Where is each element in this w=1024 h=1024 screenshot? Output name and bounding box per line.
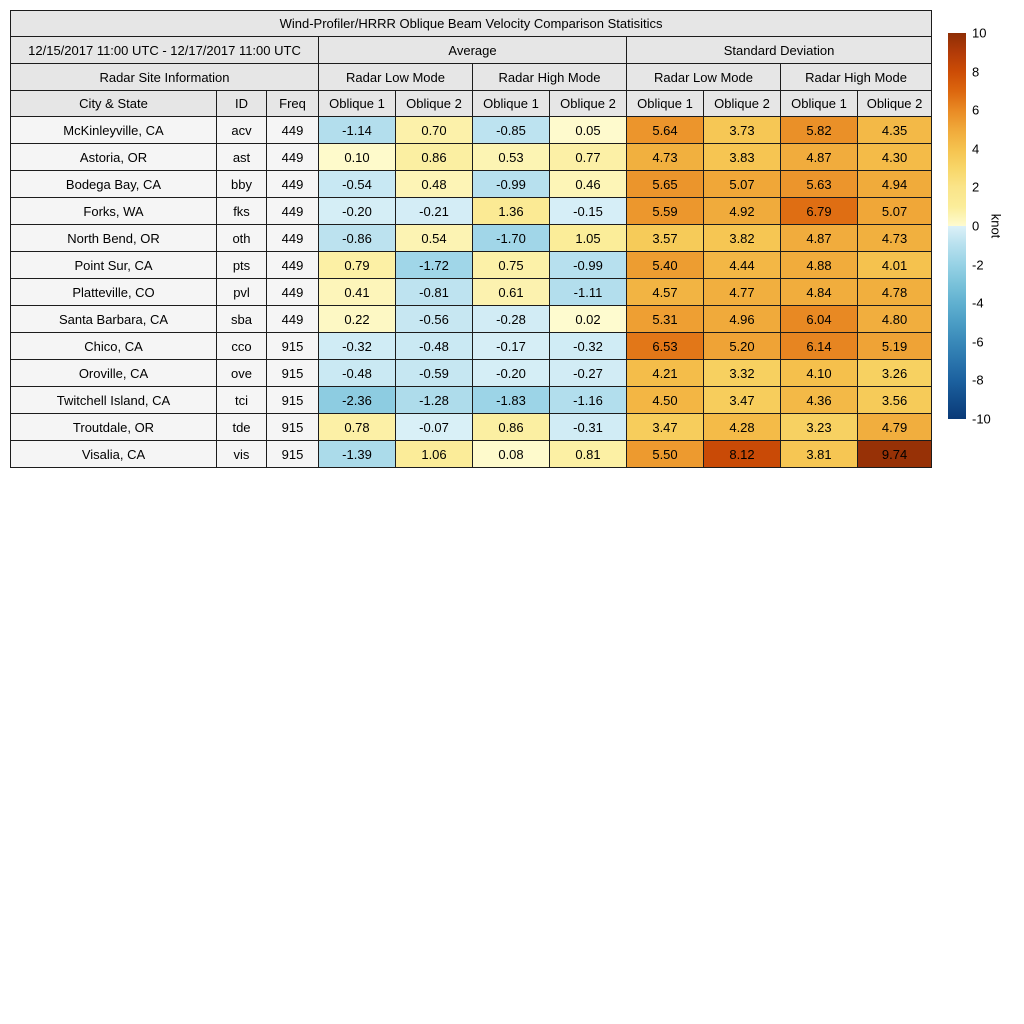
value-cell: -0.21 (396, 198, 473, 225)
city-cell: Point Sur, CA (11, 252, 217, 279)
value-cell: 5.31 (627, 306, 704, 333)
value-cell: 0.41 (319, 279, 396, 306)
freq-cell: 449 (267, 171, 319, 198)
value-cell: 0.05 (550, 117, 627, 144)
value-cell: 3.56 (858, 387, 932, 414)
column-header-1: ID (217, 91, 267, 117)
column-header-4: Oblique 2 (396, 91, 473, 117)
column-header-5: Oblique 1 (473, 91, 550, 117)
value-cell: -0.48 (319, 360, 396, 387)
value-cell: 4.94 (858, 171, 932, 198)
value-cell: -2.36 (319, 387, 396, 414)
value-cell: 0.70 (396, 117, 473, 144)
city-cell: Twitchell Island, CA (11, 387, 217, 414)
colorbar-gradient (948, 33, 966, 419)
mode-header-0: Radar Low Mode (319, 64, 473, 91)
table-row (11, 306, 932, 333)
value-cell: 3.81 (781, 441, 858, 468)
value-cell: -0.86 (319, 225, 396, 252)
value-cell: -0.20 (473, 360, 550, 387)
value-cell: 9.74 (858, 441, 932, 468)
value-cell: 3.26 (858, 360, 932, 387)
value-cell: 0.48 (396, 171, 473, 198)
value-cell: 4.30 (858, 144, 932, 171)
table-row (11, 225, 932, 252)
freq-cell: 915 (267, 360, 319, 387)
value-cell: 4.77 (704, 279, 781, 306)
value-cell: 8.12 (704, 441, 781, 468)
value-cell: 4.87 (781, 144, 858, 171)
value-cell: 0.86 (396, 144, 473, 171)
value-cell: -1.28 (396, 387, 473, 414)
value-cell: 5.07 (704, 171, 781, 198)
value-cell: 5.82 (781, 117, 858, 144)
value-cell: -0.99 (473, 171, 550, 198)
value-cell: -1.70 (473, 225, 550, 252)
table-row (11, 441, 932, 468)
value-cell: -0.48 (396, 333, 473, 360)
value-cell: -1.11 (550, 279, 627, 306)
value-cell: 3.82 (704, 225, 781, 252)
freq-cell: 449 (267, 225, 319, 252)
column-header-8: Oblique 2 (704, 91, 781, 117)
value-cell: -0.20 (319, 198, 396, 225)
id-cell: acv (217, 117, 267, 144)
city-cell: Chico, CA (11, 333, 217, 360)
id-cell: cco (217, 333, 267, 360)
id-cell: sba (217, 306, 267, 333)
city-cell: Astoria, OR (11, 144, 217, 171)
value-cell: 0.86 (473, 414, 550, 441)
value-cell: 0.46 (550, 171, 627, 198)
value-cell: 0.10 (319, 144, 396, 171)
colorbar (948, 25, 1024, 427)
value-cell: -0.56 (396, 306, 473, 333)
id-cell: pvl (217, 279, 267, 306)
freq-cell: 915 (267, 333, 319, 360)
freq-cell: 915 (267, 441, 319, 468)
colorbar-tick-label: -8 (972, 372, 984, 388)
table-row (11, 144, 932, 171)
value-cell: -0.59 (396, 360, 473, 387)
value-cell: 0.53 (473, 144, 550, 171)
value-cell: 4.79 (858, 414, 932, 441)
colorbar-tick-label: 10 (972, 25, 987, 41)
value-cell: 4.73 (858, 225, 932, 252)
id-cell: fks (217, 198, 267, 225)
id-cell: tde (217, 414, 267, 441)
colorbar-unit-label: knot (988, 213, 1004, 239)
freq-cell: 915 (267, 414, 319, 441)
value-cell: 4.36 (781, 387, 858, 414)
column-header-7: Oblique 1 (627, 91, 704, 117)
city-cell: Bodega Bay, CA (11, 171, 217, 198)
value-cell: 0.61 (473, 279, 550, 306)
id-cell: pts (217, 252, 267, 279)
value-cell: 5.19 (858, 333, 932, 360)
colorbar-tick-label: 8 (972, 64, 980, 80)
column-header-6: Oblique 2 (550, 91, 627, 117)
table-row (11, 252, 932, 279)
city-cell: McKinleyville, CA (11, 117, 217, 144)
stats-table (10, 10, 932, 468)
value-cell: -1.14 (319, 117, 396, 144)
column-header-9: Oblique 1 (781, 91, 858, 117)
city-cell: Visalia, CA (11, 441, 217, 468)
value-cell: 4.44 (704, 252, 781, 279)
value-cell: 0.78 (319, 414, 396, 441)
value-cell: 4.21 (627, 360, 704, 387)
value-cell: 5.65 (627, 171, 704, 198)
value-cell: -0.54 (319, 171, 396, 198)
value-cell: 0.02 (550, 306, 627, 333)
value-cell: 3.32 (704, 360, 781, 387)
value-cell: 5.07 (858, 198, 932, 225)
value-cell: 4.73 (627, 144, 704, 171)
value-cell: 4.57 (627, 279, 704, 306)
group-header-std-deviation: Standard Deviation (627, 37, 932, 64)
value-cell: 3.23 (781, 414, 858, 441)
colorbar-tick-label: -2 (972, 257, 984, 273)
id-cell: ove (217, 360, 267, 387)
colorbar-tick-label: 4 (972, 141, 980, 157)
table-row (11, 279, 932, 306)
value-cell: -1.39 (319, 441, 396, 468)
id-cell: ast (217, 144, 267, 171)
table-title: Wind-Profiler/HRRR Oblique Beam Velocity Comparison Statisitics (11, 11, 932, 37)
value-cell: 4.96 (704, 306, 781, 333)
city-cell: Troutdale, OR (11, 414, 217, 441)
table-row (11, 387, 932, 414)
value-cell: 0.54 (396, 225, 473, 252)
city-cell: North Bend, OR (11, 225, 217, 252)
value-cell: 5.64 (627, 117, 704, 144)
table-row (11, 171, 932, 198)
value-cell: 1.05 (550, 225, 627, 252)
date-range: 12/15/2017 11:00 UTC - 12/17/2017 11:00 UTC (11, 37, 319, 64)
value-cell: 0.22 (319, 306, 396, 333)
value-cell: 3.83 (704, 144, 781, 171)
value-cell: -1.83 (473, 387, 550, 414)
freq-cell: 449 (267, 144, 319, 171)
column-header-3: Oblique 1 (319, 91, 396, 117)
freq-cell: 915 (267, 387, 319, 414)
table-row (11, 333, 932, 360)
value-cell: 1.36 (473, 198, 550, 225)
freq-cell: 449 (267, 279, 319, 306)
value-cell: 4.92 (704, 198, 781, 225)
table-row (11, 198, 932, 225)
value-cell: 0.81 (550, 441, 627, 468)
mode-header-2: Radar Low Mode (627, 64, 781, 91)
value-cell: -0.17 (473, 333, 550, 360)
table-row (11, 360, 932, 387)
site-info-header: Radar Site Information (11, 64, 319, 91)
city-cell: Forks, WA (11, 198, 217, 225)
colorbar-tick-label: 2 (972, 179, 980, 195)
value-cell: -0.32 (550, 333, 627, 360)
table-row (11, 117, 932, 144)
value-cell: -0.07 (396, 414, 473, 441)
colorbar-tick-label: 6 (972, 102, 980, 118)
value-cell: -0.81 (396, 279, 473, 306)
id-cell: bby (217, 171, 267, 198)
value-cell: 0.08 (473, 441, 550, 468)
city-cell: Santa Barbara, CA (11, 306, 217, 333)
column-header-10: Oblique 2 (858, 91, 932, 117)
value-cell: 3.47 (627, 414, 704, 441)
value-cell: -1.72 (396, 252, 473, 279)
value-cell: -0.31 (550, 414, 627, 441)
value-cell: 4.84 (781, 279, 858, 306)
value-cell: 4.87 (781, 225, 858, 252)
value-cell: 0.79 (319, 252, 396, 279)
value-cell: 4.88 (781, 252, 858, 279)
value-cell: 1.06 (396, 441, 473, 468)
value-cell: -0.32 (319, 333, 396, 360)
value-cell: 4.78 (858, 279, 932, 306)
value-cell: 5.50 (627, 441, 704, 468)
value-cell: 5.40 (627, 252, 704, 279)
value-cell: 4.01 (858, 252, 932, 279)
value-cell: 5.63 (781, 171, 858, 198)
colorbar-tick-label: 0 (972, 218, 980, 234)
id-cell: oth (217, 225, 267, 252)
value-cell: 0.77 (550, 144, 627, 171)
value-cell: 4.35 (858, 117, 932, 144)
group-header-average: Average (319, 37, 627, 64)
value-cell: -0.27 (550, 360, 627, 387)
value-cell: 4.10 (781, 360, 858, 387)
value-cell: 4.50 (627, 387, 704, 414)
mode-header-3: Radar High Mode (781, 64, 932, 91)
value-cell: 3.73 (704, 117, 781, 144)
value-cell: 5.20 (704, 333, 781, 360)
freq-cell: 449 (267, 252, 319, 279)
value-cell: 4.28 (704, 414, 781, 441)
value-cell: 6.53 (627, 333, 704, 360)
value-cell: -0.28 (473, 306, 550, 333)
value-cell: -0.99 (550, 252, 627, 279)
value-cell: 6.04 (781, 306, 858, 333)
value-cell: 3.47 (704, 387, 781, 414)
freq-cell: 449 (267, 117, 319, 144)
table-row (11, 414, 932, 441)
value-cell: 3.57 (627, 225, 704, 252)
mode-header-1: Radar High Mode (473, 64, 627, 91)
city-cell: Oroville, CA (11, 360, 217, 387)
value-cell: -0.15 (550, 198, 627, 225)
value-cell: -1.16 (550, 387, 627, 414)
colorbar-tick-label: -6 (972, 334, 984, 350)
colorbar-tick-label: -4 (972, 295, 984, 311)
colorbar-tick-label: -10 (972, 411, 991, 427)
value-cell: 4.80 (858, 306, 932, 333)
id-cell: vis (217, 441, 267, 468)
value-cell: 6.79 (781, 198, 858, 225)
value-cell: -0.85 (473, 117, 550, 144)
freq-cell: 449 (267, 306, 319, 333)
column-header-2: Freq (267, 91, 319, 117)
column-header-0: City & State (11, 91, 217, 117)
value-cell: 6.14 (781, 333, 858, 360)
city-cell: Platteville, CO (11, 279, 217, 306)
value-cell: 5.59 (627, 198, 704, 225)
freq-cell: 449 (267, 198, 319, 225)
value-cell: 0.75 (473, 252, 550, 279)
id-cell: tci (217, 387, 267, 414)
